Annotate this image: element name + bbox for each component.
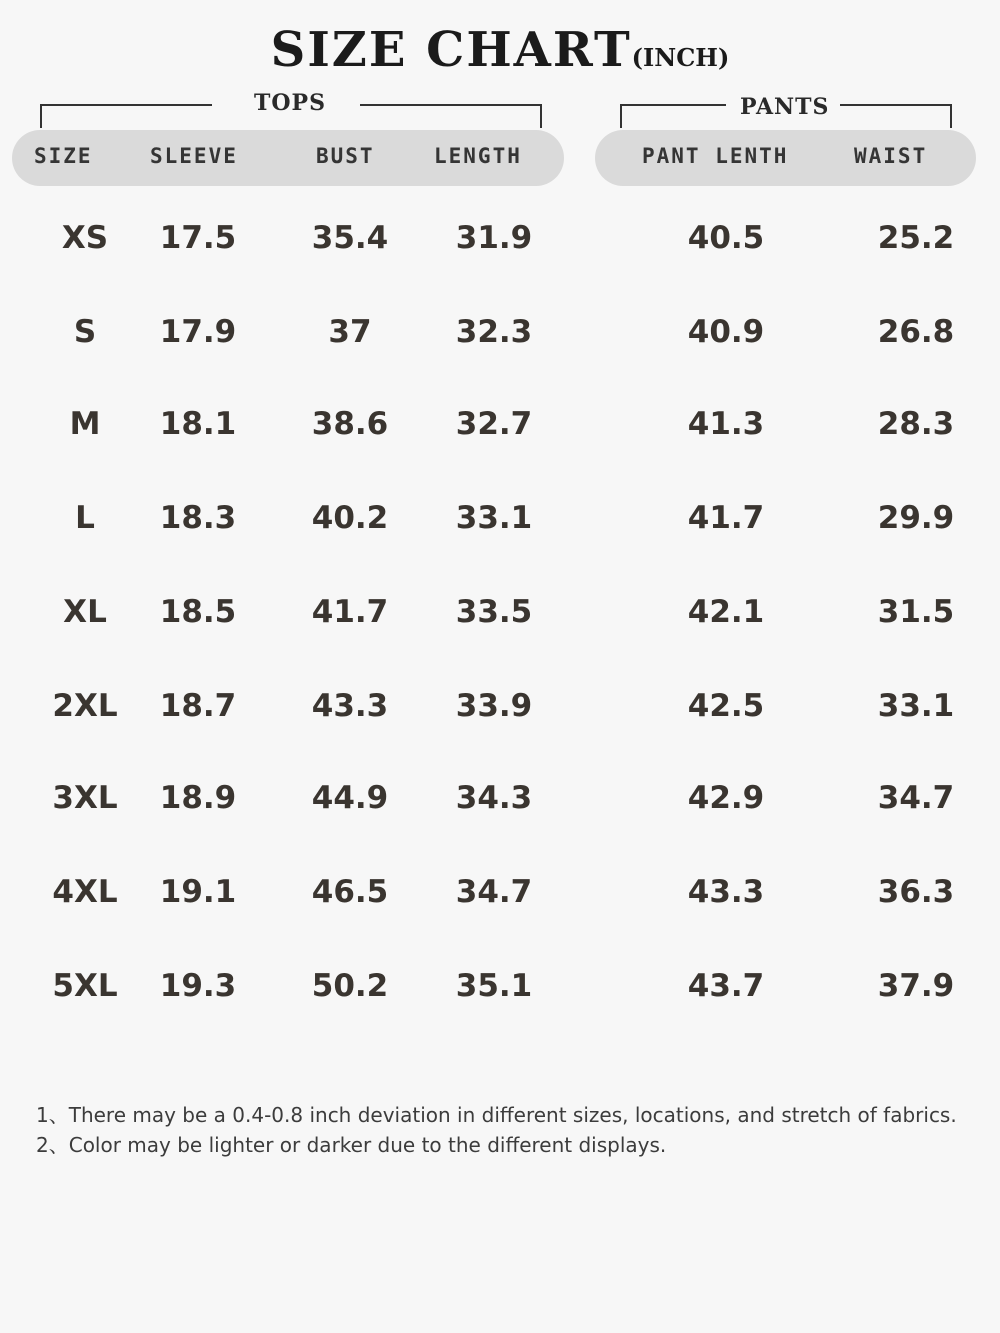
title-unit: (INCH) <box>631 43 730 72</box>
cell-pant-length: 40.9 <box>687 314 765 350</box>
cell-length: 33.9 <box>455 688 533 724</box>
cell-bust: 50.2 <box>311 968 389 1004</box>
table-row <box>0 220 1000 280</box>
table-row <box>0 688 1000 748</box>
cell-waist: 28.3 <box>877 406 955 442</box>
cell-pant-length: 42.1 <box>687 594 765 630</box>
pants-bracket-left-line <box>620 104 726 106</box>
cell-bust: 38.6 <box>311 406 389 442</box>
pants-bracket-left-tick <box>620 104 622 128</box>
cell-pant-length: 41.7 <box>687 500 765 536</box>
cell-waist: 31.5 <box>877 594 955 630</box>
table-row <box>0 594 1000 654</box>
header-pant-length: PANT LENTH <box>642 144 789 168</box>
cell-waist: 33.1 <box>877 688 955 724</box>
cell-size: L <box>75 500 95 536</box>
header-size: SIZE <box>34 144 93 168</box>
cell-sleeve: 18.9 <box>159 780 237 816</box>
cell-bust: 44.9 <box>311 780 389 816</box>
cell-pant-length: 42.5 <box>687 688 765 724</box>
cell-sleeve: 18.7 <box>159 688 237 724</box>
cell-length: 32.7 <box>455 406 533 442</box>
cell-size: XL <box>63 594 107 630</box>
header-waist: WAIST <box>854 144 928 168</box>
cell-pant-length: 41.3 <box>687 406 765 442</box>
cell-bust: 40.2 <box>311 500 389 536</box>
cell-length: 34.7 <box>455 874 533 910</box>
table-row <box>0 500 1000 560</box>
footnote-2: 2、Color may be lighter or darker due to the different displays. <box>36 1133 667 1157</box>
table-row <box>0 406 1000 466</box>
cell-size: XS <box>61 220 109 256</box>
cell-waist: 34.7 <box>877 780 955 816</box>
pants-bracket-right-tick <box>950 104 952 128</box>
table-row <box>0 314 1000 374</box>
cell-length: 33.5 <box>455 594 533 630</box>
tops-bracket-right-tick <box>540 104 542 128</box>
pants-bracket-right-line <box>840 104 952 106</box>
cell-bust: 37 <box>328 314 372 350</box>
tops-bracket-left-tick <box>40 104 42 128</box>
cell-size: 4XL <box>52 874 118 910</box>
cell-size: S <box>73 314 97 350</box>
cell-size: M <box>69 406 101 442</box>
cell-size: 5XL <box>52 968 118 1004</box>
cell-bust: 43.3 <box>311 688 389 724</box>
table-row <box>0 874 1000 934</box>
cell-sleeve: 18.3 <box>159 500 237 536</box>
cell-size: 2XL <box>52 688 118 724</box>
title-main: SIZE CHART <box>270 22 632 78</box>
cell-pant-length: 42.9 <box>687 780 765 816</box>
footnotes <box>36 1100 957 1160</box>
cell-length: 34.3 <box>455 780 533 816</box>
table-row <box>0 780 1000 840</box>
cell-waist: 25.2 <box>877 220 955 256</box>
cell-waist: 26.8 <box>877 314 955 350</box>
header-length: LENGTH <box>434 144 522 168</box>
page-title <box>0 22 1000 78</box>
cell-waist: 37.9 <box>877 968 955 1004</box>
cell-sleeve: 18.1 <box>159 406 237 442</box>
cell-bust: 35.4 <box>311 220 389 256</box>
cell-sleeve: 19.1 <box>159 874 237 910</box>
table-row <box>0 968 1000 1028</box>
cell-sleeve: 17.9 <box>159 314 237 350</box>
pants-group-label: PANTS <box>740 94 830 120</box>
cell-length: 33.1 <box>455 500 533 536</box>
cell-sleeve: 18.5 <box>159 594 237 630</box>
cell-length: 32.3 <box>455 314 533 350</box>
cell-waist: 36.3 <box>877 874 955 910</box>
tops-bracket-right-line <box>360 104 542 106</box>
cell-sleeve: 17.5 <box>159 220 237 256</box>
cell-pant-length: 43.3 <box>687 874 765 910</box>
header-sleeve: SLEEVE <box>150 144 238 168</box>
cell-size: 3XL <box>52 780 118 816</box>
footnote-1: 1、There may be a 0.4-0.8 inch deviation in different sizes, locations, and stretch of fabrics. <box>36 1103 957 1127</box>
cell-pant-length: 40.5 <box>687 220 765 256</box>
header-bust: BUST <box>316 144 375 168</box>
cell-waist: 29.9 <box>877 500 955 536</box>
cell-pant-length: 43.7 <box>687 968 765 1004</box>
tops-group-label: TOPS <box>254 90 326 116</box>
cell-length: 31.9 <box>455 220 533 256</box>
cell-sleeve: 19.3 <box>159 968 237 1004</box>
cell-length: 35.1 <box>455 968 533 1004</box>
cell-bust: 41.7 <box>311 594 389 630</box>
tops-bracket-left-line <box>40 104 212 106</box>
cell-bust: 46.5 <box>311 874 389 910</box>
